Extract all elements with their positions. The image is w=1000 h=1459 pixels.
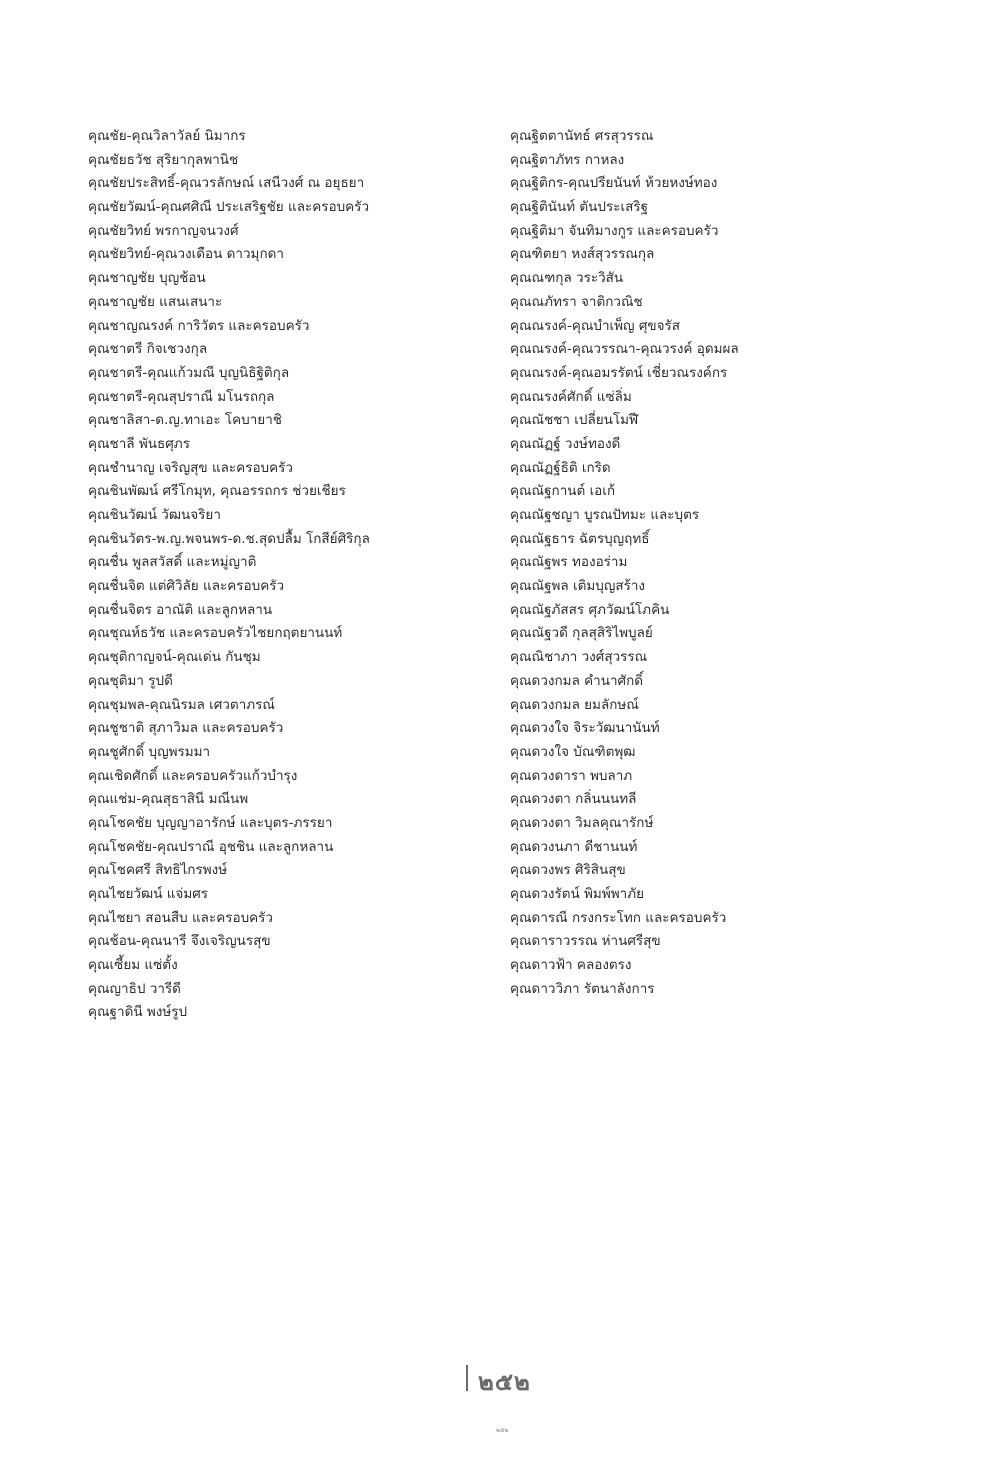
list-item: คุณชื่นจิต แต่ศิวิลัย และครอบครัว (88, 578, 285, 595)
list-item: คุณแช่ม-คุณสุธาสินี มณีนพ (88, 791, 249, 808)
list-item: คุณณัฐพร ทองอร่าม (510, 554, 628, 571)
list-item: คุณไชยวัฒน์ แจ่มศร (88, 886, 209, 902)
list-item: คุณชาลิสา-ด.ญ.ทาเอะ โคบายาชิ (88, 412, 282, 429)
list-item: คุณชัยวิทย์-คุณวงเดือน ดาวมุกดา (88, 246, 284, 263)
list-item: คุณดาราวรรณ ห่านศรีสุข (510, 933, 661, 950)
list-item: คุณฐิตาภัทร กาหลง (510, 151, 625, 168)
list-item: คุณฐิตินันท์ ตันประเสริฐ (510, 199, 649, 216)
list-item: คุณชินวัตร-พ.ญ.พจนพร-ด.ช.สุดปลื้ม โกสีย์ศิริกุล (88, 530, 370, 547)
list-item: คุณณรงค์-คุณวรรณา-คุณวรงค์ อุดมผล (510, 341, 739, 358)
list-item: คุณดาวฟ้า คลองตรง (510, 957, 632, 974)
list-item: คุณชาญชัย บุญช้อน (88, 270, 206, 287)
list-item: คุณดวงกมล คำนาศักดิ์ (510, 672, 644, 689)
list-item: คุณเซี้ยม แซ่ตั้ง (88, 957, 178, 974)
list-item: คุณเชิดศักดิ์ และครอบครัวแก้วบำรุง (88, 767, 298, 784)
list-item: คุณฐิติมา จันทิมางกูร และครอบครัว (510, 222, 719, 239)
list-item: คุณดารณี กรงกระโทก และครอบครัว (510, 909, 727, 926)
list-item: คุณชาญชัย แสนเสนาะ (88, 293, 223, 310)
page-number: ๒๕๒ (478, 1368, 531, 1396)
list-item: คุณโชคศรี สิทธิไกรพงษ์ (88, 862, 228, 879)
list-item: คุณชัย-คุณวิลาวัลย์ นิมากร (88, 128, 246, 144)
list-item: คุณชัยวัฒน์-คุณศศิณี ประเสริฐชัย และครอบครัว (88, 199, 370, 216)
list-item: คุณชุณห์ธวัช และครอบครัวไชยกฤตยานนท์ (88, 625, 343, 642)
list-item: คุณไชยา สอนสืบ และครอบครัว (88, 909, 274, 926)
list-item: คุณดาววิภา รัตนาลังการ (510, 980, 655, 997)
list-item: คุณดวงพร ศิริสินสุข (510, 862, 626, 879)
list-item: คุณดวงใจ จิระวัฒนานันท์ (510, 720, 660, 737)
list-item: คุณชูชาติ สุภาวิมล และครอบครัว (88, 720, 284, 737)
list-item: คุณดวงกมล ยมลักษณ์ (510, 696, 639, 713)
name-list-left (88, 125, 508, 1025)
list-item: คุณณัฏฐ์ วงษ์ทองดี (510, 435, 621, 452)
list-item: คุณณรงค์-คุณอมรรัตน์ เชี่ยวณรงค์กร (510, 364, 728, 381)
list-item: คุณณัฐชญา บูรณปัทมะ และบุตร (510, 507, 700, 523)
list-item: คุณชาตรี-คุณสุปราณี มโนรถกุล (88, 388, 275, 405)
list-item: คุณโชคชัย บุญญาอารักษ์ และบุตร-ภรรยา (88, 814, 333, 831)
list-item: คุณฐาดินี พงษ์รูป (88, 1004, 188, 1021)
list-item: คุณชาตรี กิจเชวงกุล (88, 341, 208, 358)
list-item: คุณช้อน-คุณนารี จึงเจริญนรสุข (88, 933, 271, 950)
list-item: คุณชูศักดิ์ บุญพรมมา (88, 743, 211, 760)
list-item: คุณชุติมา รูปดี (88, 672, 173, 689)
list-item: คุณณรงค์ศักดิ์ แซ่ลิ่ม (510, 388, 632, 405)
list-item: คุณชินวัฒน์ วัฒนจริยา (88, 507, 221, 523)
list-item: คุณชื่นจิตร อาณัติ และลูกหลาน (88, 601, 273, 618)
list-item: คุณณัฐพล เติมบุญสร้าง (510, 578, 646, 595)
list-item: คุณชุมพล-คุณนิรมล เศวตาภรณ์ (88, 696, 275, 713)
list-item: คุณดวงดารา พบลาภ (510, 767, 633, 784)
list-item: คุณชาตรี-คุณแก้วมณี บุญนิธิฐิติกุล (88, 364, 290, 381)
list-item: คุณดวงรัตน์ พิมพ์พาภัย (510, 886, 645, 902)
list-item: คุณณัฐภัสสร ศุภวัฒน์โภคิน (510, 601, 670, 618)
list-item: คุณชุติกาญจน์-คุณเด่น กันชุม (88, 649, 261, 666)
list-item: คุณชำนาญ เจริญสุข และครอบครัว (88, 459, 293, 476)
list-item: คุณดวงนภา ดีชานนท์ (510, 838, 638, 855)
list-item: คุณฐิตตานัทธ์ ศรสุวรรณ (510, 128, 654, 144)
list-item: คุณดวงตา กลิ่นนนทลี (510, 791, 637, 808)
list-item: คุณณัฐธาร ฉัตรบุญฤทธิ์ (510, 530, 650, 547)
list-item: คุณดวงตา วิมลคุณารักษ์ (510, 814, 654, 831)
list-item: คุณชาญณรงค์ การิวัตร และครอบครัว (88, 317, 310, 334)
list-item: คุณณิชาภา วงศ์สุวรรณ (510, 649, 648, 666)
page-number-divider (466, 1365, 468, 1391)
list-item: คุณณภัทรา จาติกวณิช (510, 293, 643, 310)
list-item: คุณญาธิป วารีดี (88, 980, 181, 997)
list-item: คุณดวงใจ บัณฑิตพุฒ (510, 743, 636, 760)
list-item: คุณณัฐกานต์ เอเก้ (510, 483, 616, 500)
page-number-small: ๒๕๒ (496, 1427, 509, 1434)
list-item: คุณณัฐวดี กุลสุสิริไพบูลย์ (510, 625, 653, 642)
list-item: คุณณัชชา เปลี่ยนโมฬี (510, 412, 639, 429)
list-item: คุณชัยประสิทธิ์-คุณวรลักษณ์ เสนีวงศ์ ณ อยุธยา (88, 175, 365, 192)
list-item: คุณฐิติกร-คุณปรียนันท์ ห้วยหงษ์ทอง (510, 175, 718, 192)
list-item: คุณชื่น พูลสวัสดิ์ และหมู่ญาติ (88, 554, 257, 571)
list-item: คุณชาลี พันธศุภร (88, 435, 190, 452)
list-item: คุณณฑกุล วระวิสัน (510, 270, 624, 287)
list-item: คุณชัยธวัช สุริยากุลพานิช (88, 151, 239, 168)
list-item: คุณชัยวิทย์ พรกาญจนวงศ์ (88, 222, 239, 239)
name-list-right (510, 125, 930, 1001)
list-item: คุณณัฏฐ์ธิติ เกริด (510, 459, 611, 476)
list-item: คุณณรงค์-คุณบำเพ็ญ ศุขจรัส (510, 317, 681, 334)
list-item: คุณฑิตยา หงส์สุวรรณกุล (510, 246, 655, 263)
list-item: คุณโชคชัย-คุณปราณี อุชชิน และลูกหลาน (88, 838, 334, 855)
list-item: คุณชินพัฒน์ ศรีโกมุท, คุณอรรถกร ช่วยเชียร (88, 483, 346, 500)
